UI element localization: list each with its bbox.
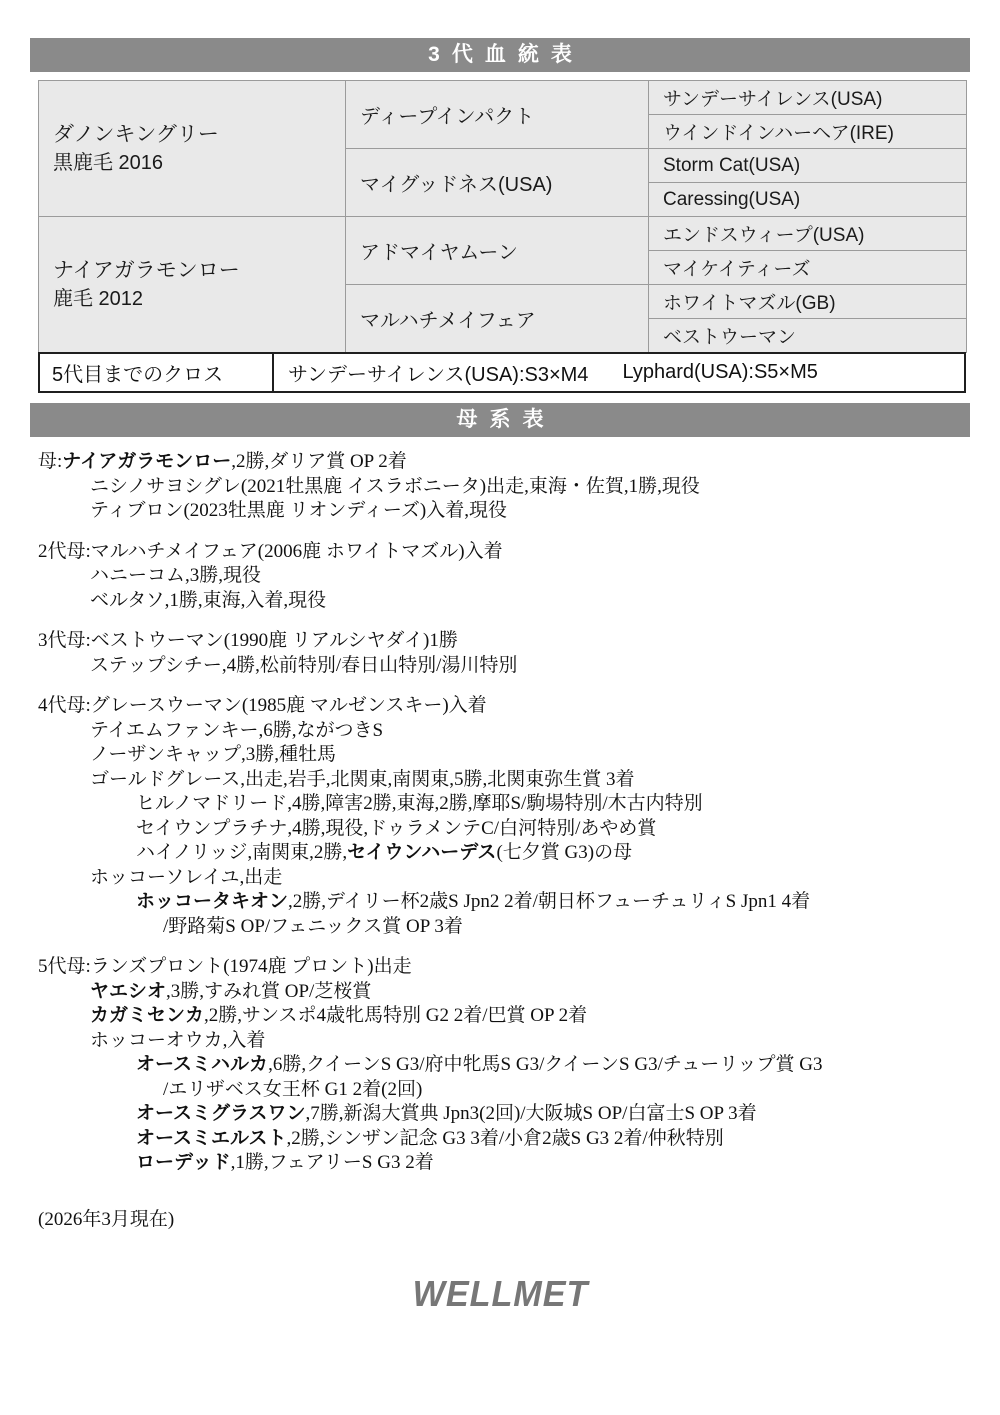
line-text: テイエムファンキー,6勝,ながつきS: [90, 719, 384, 741]
line-text: ハイノリッジ,南関東,2勝,: [136, 842, 348, 863]
line-text: ,2勝,サンスポ4歳牝馬特別 G2 2着/巴賞 OP 2着: [204, 1005, 588, 1026]
line-text: ノーザンキャップ,3勝,種牡馬: [90, 744, 337, 765]
dam-sire-dam-cell: マイケイティーズ: [649, 251, 967, 285]
line-text: ベルタソ,1勝,東海,入着,現役: [90, 589, 327, 611]
line-text: ニシノサヨシグレ(2021牡黒鹿 イスラボニータ)出走,東海・佐賀,1勝,現役: [90, 475, 700, 497]
line-text: ,1勝,フェアリーS G3 2着: [230, 1152, 434, 1173]
maternal-line: [30, 694, 970, 719]
maternal-line: [30, 1053, 970, 1078]
line-text: ホッコーオウカ,入着: [90, 1029, 266, 1051]
maternal-line: [30, 589, 970, 614]
dam-dam-cell: マルハチメイフェア: [346, 285, 649, 353]
cross-value: Lyphard(USA):S5×M5: [622, 361, 818, 383]
line-text: ,3勝,すみれ賞 OP/芝桜賞: [166, 980, 372, 1002]
cross-values: [274, 354, 818, 391]
horse-name-bold: ホッコータキオン: [136, 891, 289, 912]
maternal-gap: [30, 613, 970, 629]
dam-sire-cell: アドマイヤムーン: [346, 217, 649, 285]
sire-sire-sire-cell: サンデーサイレンス(USA): [649, 81, 967, 115]
maternal-line: [30, 817, 970, 842]
line-text: ,6勝,クイーンS G3/府中牝馬S G3/クイーンS G3/チューリップ賞 G3: [268, 1054, 823, 1075]
dam-cell: [39, 217, 346, 353]
horse-name-bold: オースミエルスト: [136, 1127, 287, 1149]
sire-dam-dam-cell: Caressing(USA): [649, 183, 967, 217]
maternal-line: [30, 792, 970, 817]
maternal-line: [30, 743, 970, 768]
horse-name-bold: オースミハルカ: [136, 1054, 269, 1075]
horse-name-bold: ナイアガラモンロー: [62, 451, 232, 472]
maternal-gap: [30, 939, 970, 955]
line-text: ティブロン(2023牡黒鹿 リオンディーズ)入着,現役: [90, 500, 507, 521]
maternal-line: [30, 1151, 970, 1176]
maternal-line: [30, 540, 970, 565]
sire-cell: [39, 81, 346, 217]
line-text: /エリザベス女王杯 G1 2着(2回): [163, 1078, 423, 1100]
cross-label: 5代目までのクロス: [40, 354, 274, 391]
cross-value: サンデーサイレンス(USA):S3×M4: [288, 364, 589, 386]
wellmet-logo: WELLMET: [412, 1272, 588, 1314]
horse-name-bold: セイウンハーデス: [347, 842, 497, 863]
maternal-line: [30, 564, 970, 589]
sire-dam-sire-cell: Storm Cat(USA): [649, 149, 967, 183]
horse-name-bold: ローデッド: [136, 1152, 231, 1173]
line-text: ,2勝,ダリア賞 OP 2着: [231, 451, 407, 472]
maternal-gap: [30, 678, 970, 694]
maternal-line: [30, 654, 970, 679]
maternal-line: [30, 1078, 970, 1103]
line-text: ,2勝,シンザン記念 G3 3着/小倉2歳S G3 2着/仲秋特別: [286, 1127, 724, 1149]
line-text: ,7勝,新潟大賞典 Jpn3(2回)/大阪城S OP/白富士S OP 3着: [305, 1103, 757, 1124]
maternal-gap: [30, 524, 970, 540]
maternal-line: [30, 1102, 970, 1127]
line-text: 母:: [38, 451, 63, 472]
sire-sire-cell: ディープインパクト: [346, 81, 649, 149]
maternal-lines: [30, 450, 970, 1176]
maternal-line: [30, 629, 970, 654]
footer: [30, 1273, 970, 1315]
pedigree-table: [38, 80, 967, 353]
maternal-section-title: 母系表: [30, 403, 970, 437]
line-text: /野路菊S OP/フェニックス賞 OP 3着: [163, 915, 463, 937]
dam-coat-year: 鹿毛 2012: [53, 288, 144, 311]
line-text: セイウンプラチナ,4勝,現役,ドゥラメンテC/白河特別/あやめ賞: [136, 817, 657, 839]
line-text: 4代母:グレースウーマン(1985鹿 マルゼンスキー)入着: [38, 695, 487, 716]
sire-coat-year: 黒鹿毛 2016: [53, 152, 164, 175]
maternal-line: [30, 980, 970, 1005]
as-of-date: (2026年3月現在): [38, 1208, 175, 1230]
line-text: ホッコーソレイユ,出走: [90, 866, 283, 888]
sire-dam-cell: マイグッドネス(USA): [346, 149, 649, 217]
line-text: ハニーコム,3勝,現役: [90, 565, 262, 586]
dam-dam-sire-cell: ホワイトマズル(GB): [649, 285, 967, 319]
table-row: [39, 217, 967, 251]
maternal-line: [30, 955, 970, 980]
maternal-line: [30, 915, 970, 940]
maternal-line: [30, 450, 970, 475]
line-text: 2代母:マルハチメイフェア(2006鹿 ホワイトマズル)入着: [38, 540, 503, 562]
maternal-line: [30, 719, 970, 744]
horse-name-bold: カガミセンカ: [90, 1005, 205, 1026]
line-text: 5代母:ランズプロント(1974鹿 プロント)出走: [38, 956, 412, 977]
line-text: ステップシチー,4勝,松前特別/春日山特別/湯川特別: [90, 654, 518, 676]
maternal-line: [30, 841, 970, 866]
line-text: 3代母:ベストウーマン(1990鹿 リアルシヤダイ)1勝: [38, 630, 458, 651]
pedigree-document: [30, 38, 970, 1315]
maternal-line: [30, 866, 970, 891]
dam-name: ナイアガラモンロー: [53, 258, 240, 282]
sire-name: ダノンキングリー: [53, 122, 219, 146]
line-text: ,2勝,デイリー杯2歳S Jpn2 2着/朝日杯フューチュリィS Jpn1 4着: [288, 891, 811, 912]
horse-name-bold: オースミグラスワン: [136, 1103, 306, 1124]
maternal-line: [30, 475, 970, 500]
pedigree-table-block: [38, 80, 966, 393]
maternal-line: [30, 1127, 970, 1152]
dam-sire-sire-cell: エンドスウィープ(USA): [649, 217, 967, 251]
line-text: ゴールドグレース,出走,岩手,北関東,南関東,5勝,北関東弥生賞 3着: [90, 768, 635, 790]
maternal-line: [30, 890, 970, 915]
maternal-line: [30, 1029, 970, 1054]
cross-row: [38, 352, 966, 393]
line-text: ヒルノマドリード,4勝,障害2勝,東海,2勝,摩耶S/駒場特別/木古内特別: [136, 793, 703, 814]
maternal-line: [30, 1004, 970, 1029]
maternal-line: [30, 499, 970, 524]
horse-name-bold: ヤエシオ: [90, 980, 167, 1002]
maternal-line: [30, 768, 970, 793]
sire-sire-dam-cell: ウインドインハーヘア(IRE): [649, 115, 967, 149]
dam-dam-dam-cell: ベストウーマン: [649, 319, 967, 353]
pedigree-section-title: 3代血統表: [30, 38, 970, 72]
table-row: [39, 81, 967, 115]
line-text: (七夕賞 G3)の母: [496, 842, 633, 863]
